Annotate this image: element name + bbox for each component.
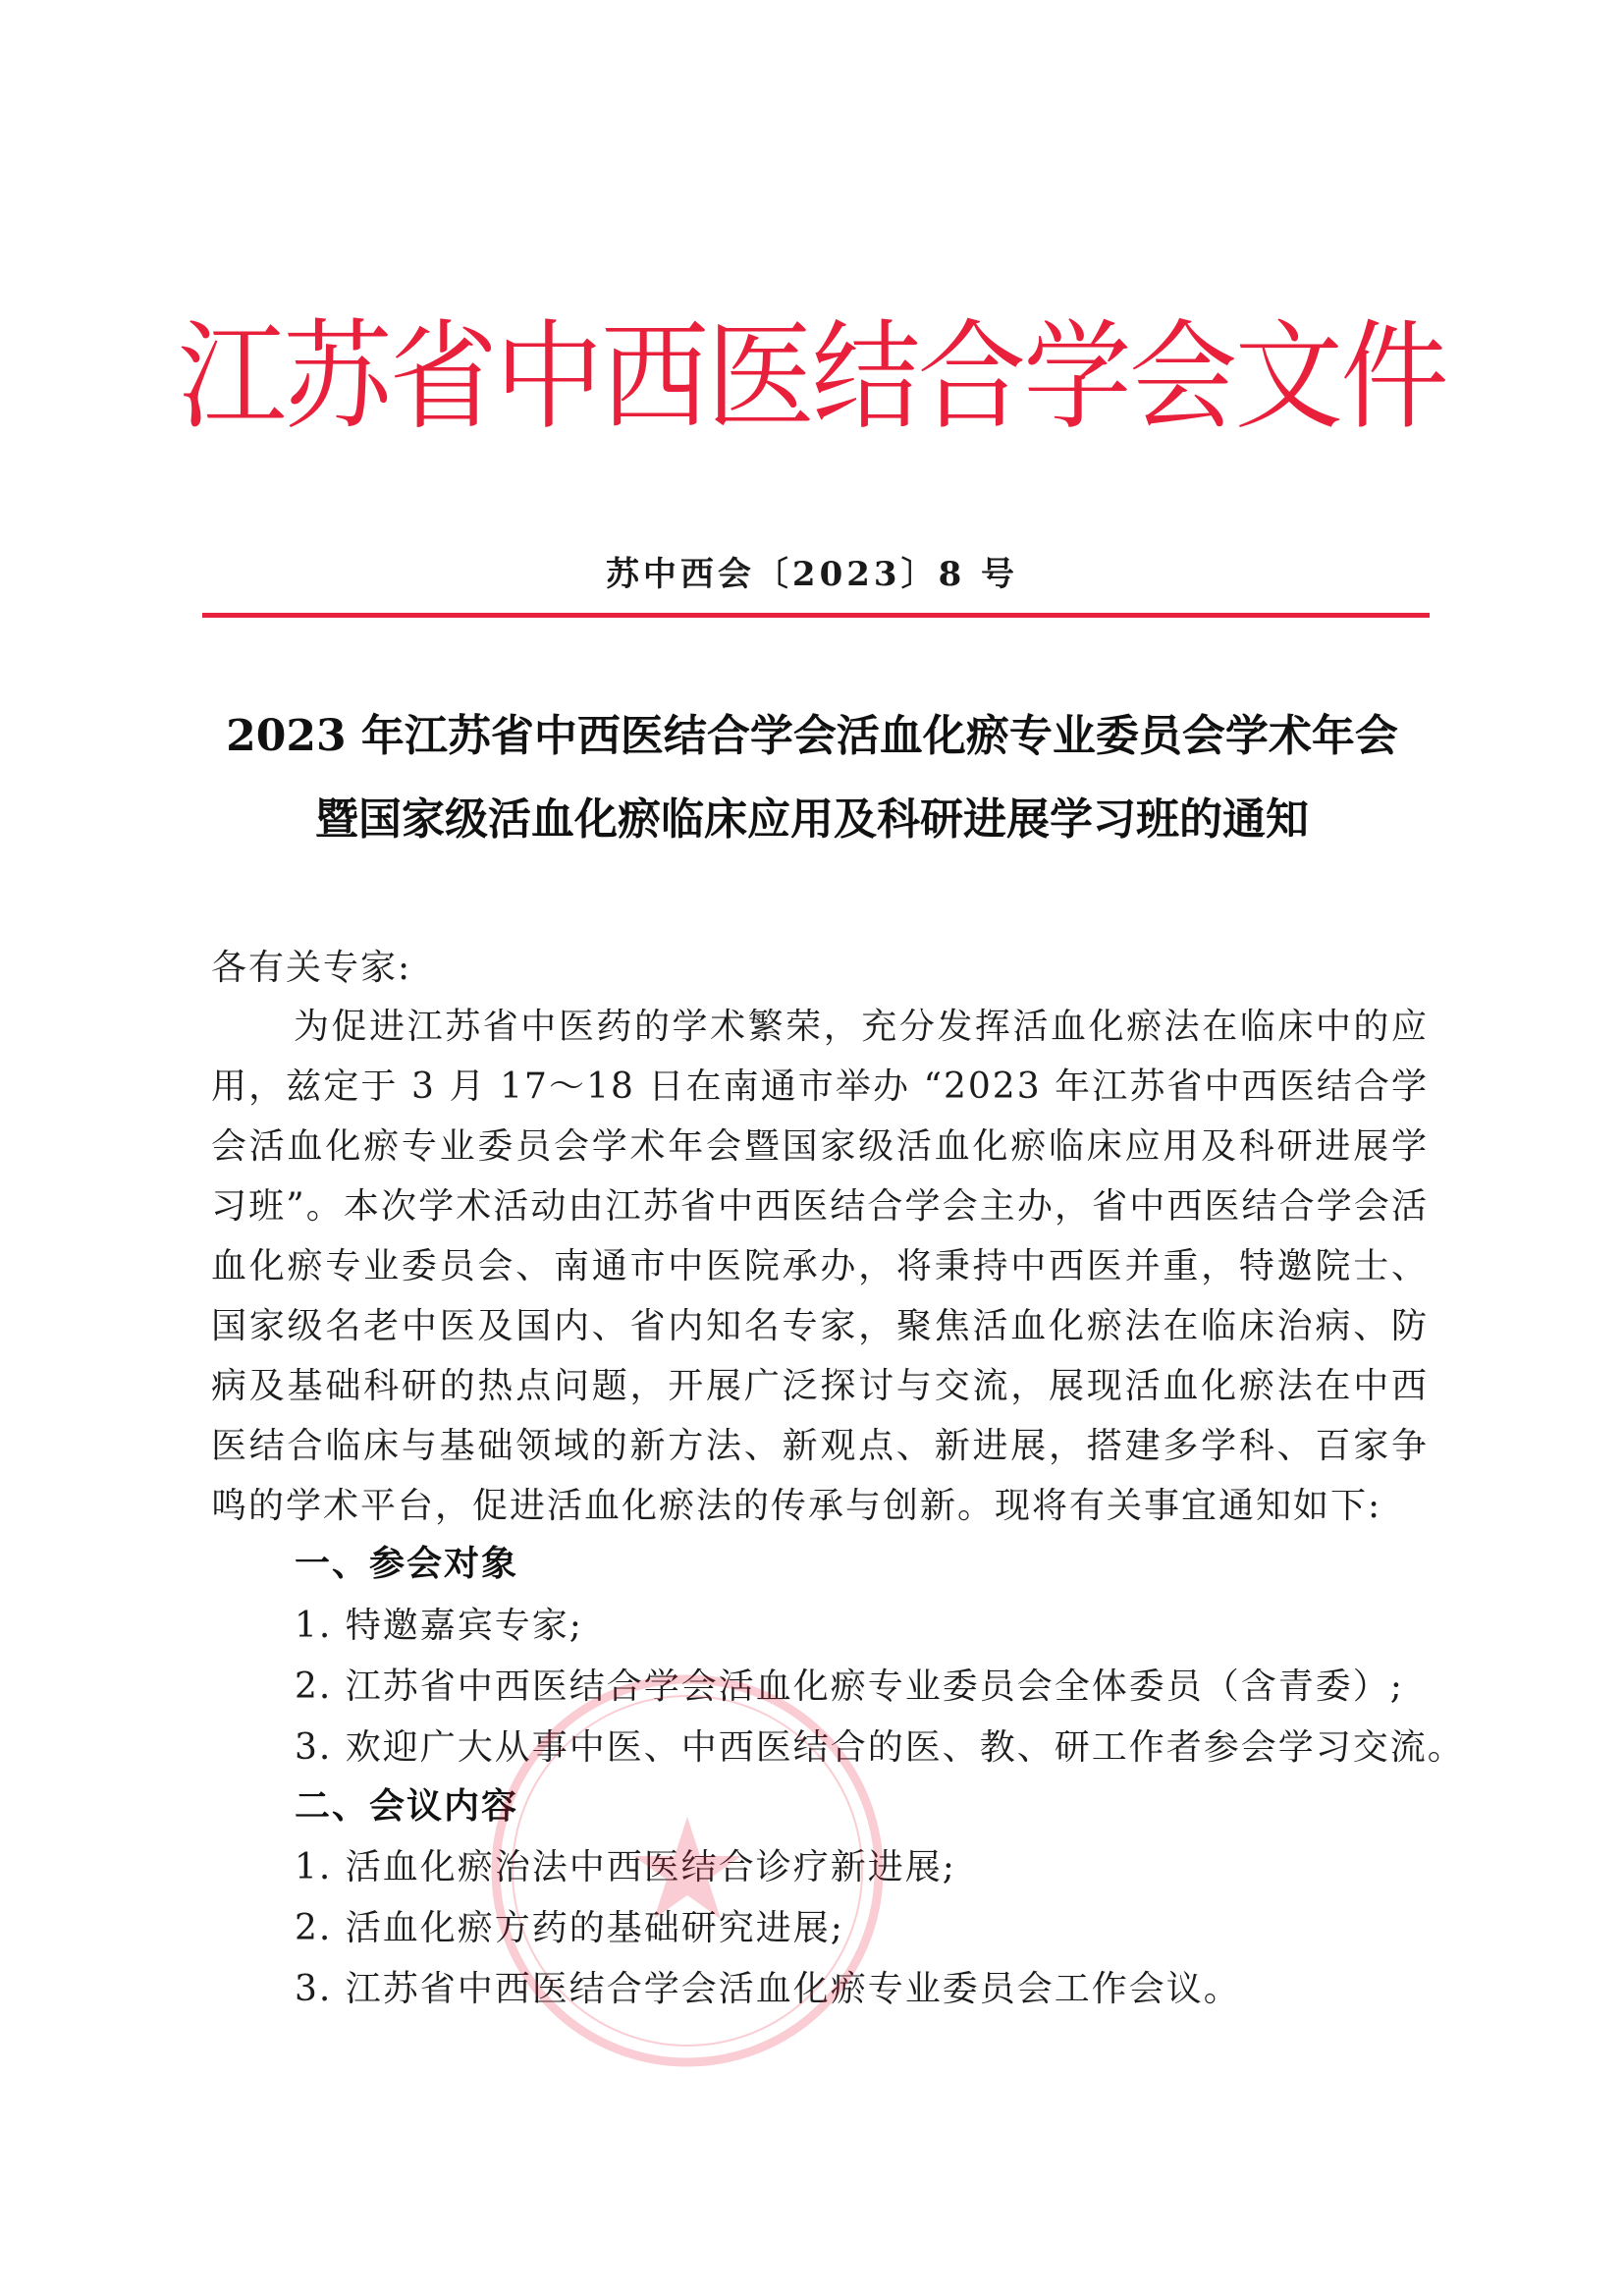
body-paragraph: 为促进江苏省中医药的学术繁荣，充分发挥活血化瘀法在临床中的应用，兹定于 3 月 17～18 日在南通市举办 “2023 年江苏省中西医结合学会活血化瘀专业委员会学术年会暨国家级活血化瘀临床应用及科研进展学习班”。本次学术活动由江苏省中西医结合学会主办，省中西医结合学会活血化瘀专业委员会、南通市中医院承办，将秉持中西医并重，特邀院士、国家级名老中医及国内、省内知名专家，聚焦活血化瘀法在临床治病、防病及基础科研的热点问题，开展广泛探讨与交流，展现活血化瘀法在中西医结合临床与基础领域的新方法、新观点、新进展，搭建多学科、百家争鸣的学术平台，促进活血化瘀法的传承与创新。现将有关事宜通知如下: — [211, 1007, 1429, 1526]
notice-title-line1: 2023 年江苏省中西医结合学会活血化瘀专业委员会学术年会 — [226, 711, 1398, 761]
header-divider — [202, 613, 1430, 618]
list-item: 3. 欢迎广大从事中医、中西医结合的医、教、研工作者参会学习交流。 — [295, 1727, 1465, 1768]
org-header-title: 江苏省中西医结合学会文件 — [178, 309, 1446, 446]
notice-title-line2: 暨国家级活血化瘀临床应用及科研进展学习班的通知 — [315, 794, 1309, 845]
list-item: 1. 特邀嘉宾专家; — [295, 1606, 583, 1646]
list-item: 2. 活血化瘀方药的基础研究进展; — [295, 1908, 844, 1948]
list-item: 1. 活血化瘀治法中西医结合诊疗新进展; — [295, 1847, 956, 1887]
section-heading-attendees: 一、参会对象 — [295, 1544, 519, 1584]
list-item: 3. 江苏省中西医结合学会活血化瘀专业委员会工作会议。 — [295, 1969, 1241, 2009]
list-item: 2. 江苏省中西医结合学会活血化瘀专业委员会全体委员（含青委）; — [295, 1667, 1404, 1707]
section-heading-content: 二、会议内容 — [295, 1786, 519, 1827]
salutation: 各有关专家: — [211, 948, 412, 988]
document-number: 苏中西会〔2023〕8 号 — [605, 555, 1019, 594]
